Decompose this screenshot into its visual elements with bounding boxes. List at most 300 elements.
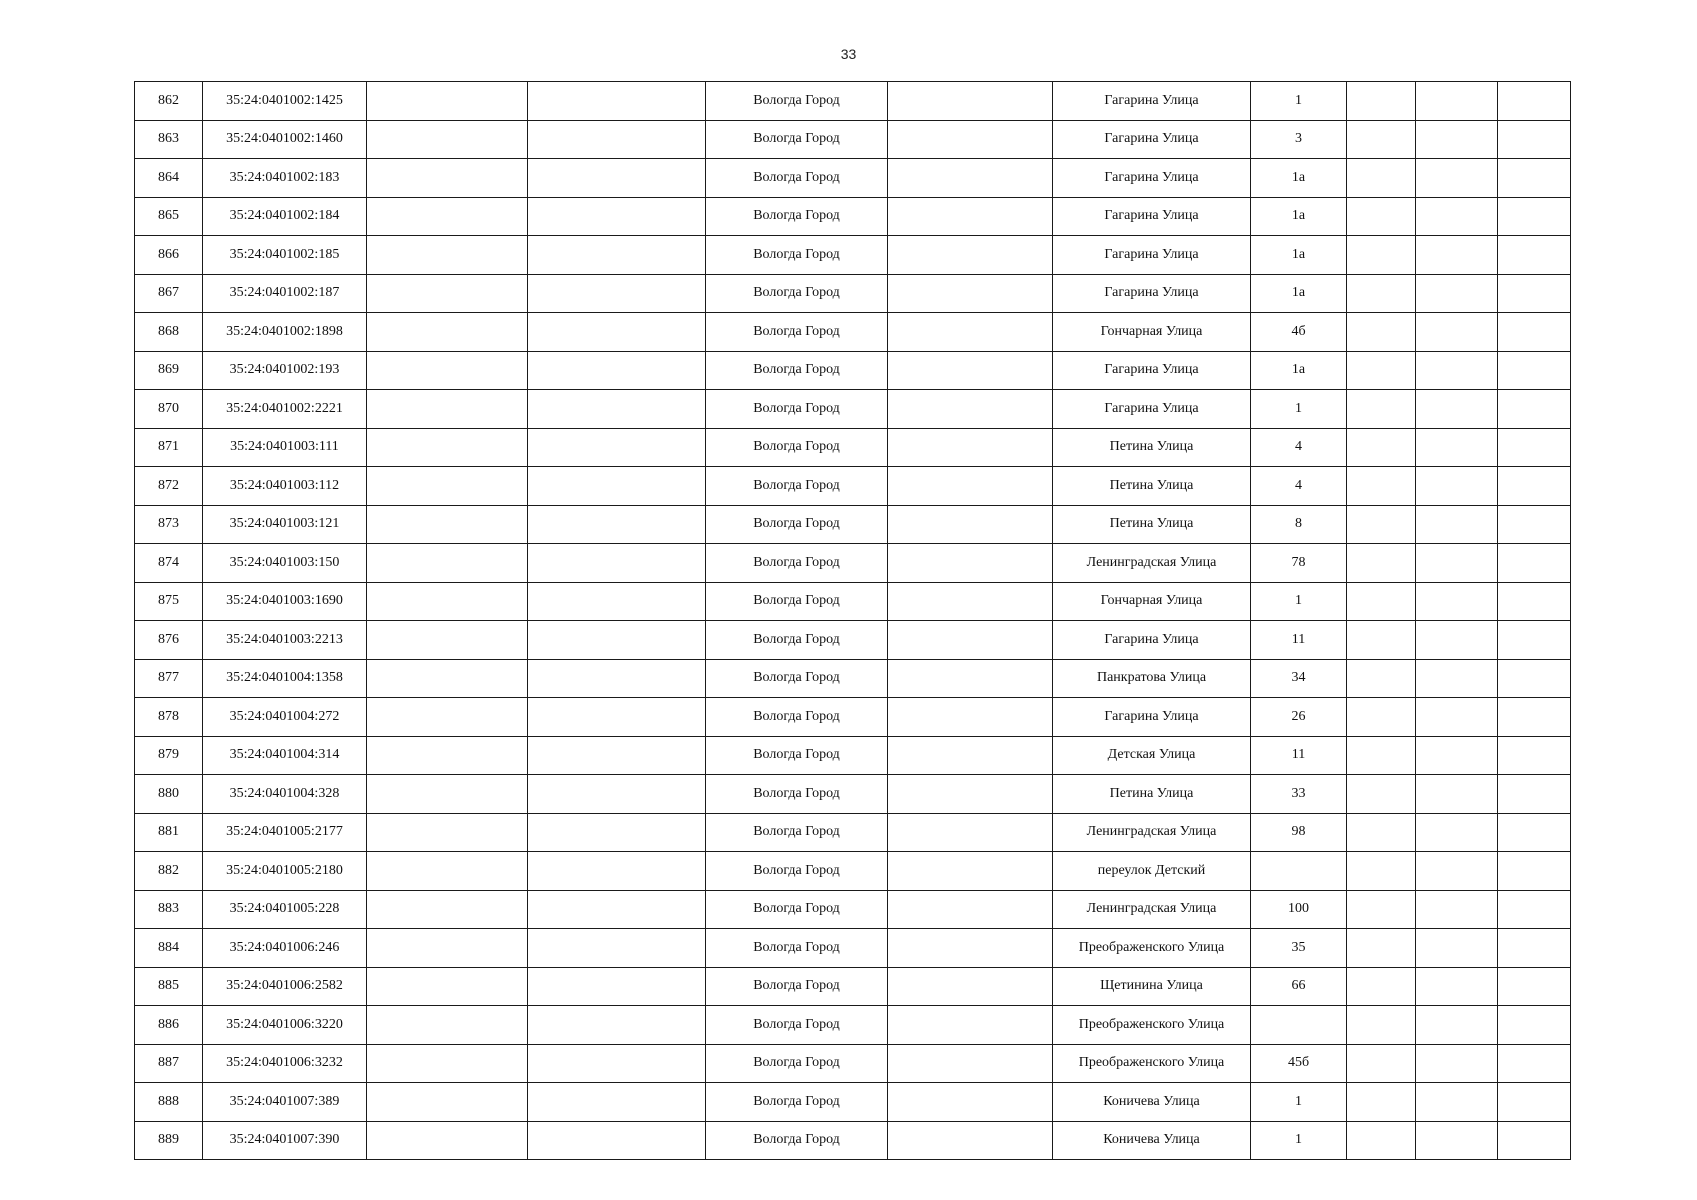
row-number-cell: 877 <box>135 659 203 698</box>
empty-cell <box>528 1121 706 1160</box>
empty-cell <box>1416 390 1498 429</box>
empty-cell <box>1347 313 1416 352</box>
empty-cell <box>528 929 706 968</box>
empty-cell <box>528 659 706 698</box>
house-number-cell: 1 <box>1251 582 1347 621</box>
empty-cell <box>888 813 1053 852</box>
empty-cell <box>1347 929 1416 968</box>
empty-cell <box>1416 351 1498 390</box>
empty-cell <box>1498 852 1571 891</box>
street-cell: Преображенского Улица <box>1053 1044 1251 1083</box>
empty-cell <box>1416 1121 1498 1160</box>
table-row <box>135 659 1571 698</box>
cadastral-number-cell: 35:24:0401004:1358 <box>203 659 367 698</box>
empty-cell <box>1416 467 1498 506</box>
house-number-cell: 66 <box>1251 967 1347 1006</box>
empty-cell <box>1347 621 1416 660</box>
empty-cell <box>1416 698 1498 737</box>
empty-cell <box>528 120 706 159</box>
empty-cell <box>888 544 1053 583</box>
row-number-cell: 865 <box>135 197 203 236</box>
empty-cell <box>1347 1083 1416 1122</box>
house-number-cell <box>1251 852 1347 891</box>
empty-cell <box>528 159 706 198</box>
row-number-cell: 878 <box>135 698 203 737</box>
street-cell: Коничева Улица <box>1053 1083 1251 1122</box>
empty-cell <box>888 659 1053 698</box>
empty-cell <box>1347 1044 1416 1083</box>
empty-cell <box>888 967 1053 1006</box>
row-number-cell: 879 <box>135 736 203 775</box>
empty-cell <box>367 82 528 121</box>
cadastral-number-cell: 35:24:0401002:183 <box>203 159 367 198</box>
table-row <box>135 582 1571 621</box>
street-cell: Петина Улица <box>1053 505 1251 544</box>
empty-cell <box>367 967 528 1006</box>
cadastral-number-cell: 35:24:0401003:1690 <box>203 582 367 621</box>
street-cell: Детская Улица <box>1053 736 1251 775</box>
empty-cell <box>1416 505 1498 544</box>
house-number-cell: 4 <box>1251 467 1347 506</box>
empty-cell <box>528 736 706 775</box>
cadastral-number-cell: 35:24:0401002:193 <box>203 351 367 390</box>
empty-cell <box>1498 467 1571 506</box>
city-cell: Вологда Город <box>706 467 888 506</box>
city-cell: Вологда Город <box>706 1121 888 1160</box>
empty-cell <box>1498 505 1571 544</box>
cadastral-number-cell: 35:24:0401002:2221 <box>203 390 367 429</box>
empty-cell <box>1416 775 1498 814</box>
empty-cell <box>1347 505 1416 544</box>
city-cell: Вологда Город <box>706 1083 888 1122</box>
empty-cell <box>367 467 528 506</box>
empty-cell <box>1498 698 1571 737</box>
city-cell: Вологда Город <box>706 736 888 775</box>
table-row <box>135 1083 1571 1122</box>
table-row <box>135 967 1571 1006</box>
cadastral-number-cell: 35:24:0401005:2177 <box>203 813 367 852</box>
empty-cell <box>1416 1044 1498 1083</box>
cadastral-number-cell: 35:24:0401004:328 <box>203 775 367 814</box>
street-cell: Преображенского Улица <box>1053 929 1251 968</box>
city-cell: Вологда Город <box>706 505 888 544</box>
table-row <box>135 852 1571 891</box>
empty-cell <box>888 890 1053 929</box>
empty-cell <box>1416 890 1498 929</box>
empty-cell <box>888 1044 1053 1083</box>
empty-cell <box>1347 120 1416 159</box>
house-number-cell: 11 <box>1251 621 1347 660</box>
empty-cell <box>367 852 528 891</box>
cadastral-number-cell: 35:24:0401007:389 <box>203 1083 367 1122</box>
empty-cell <box>367 236 528 275</box>
empty-cell <box>1347 852 1416 891</box>
row-number-cell: 863 <box>135 120 203 159</box>
city-cell: Вологда Город <box>706 890 888 929</box>
street-cell: Гагарина Улица <box>1053 82 1251 121</box>
empty-cell <box>1416 428 1498 467</box>
empty-cell <box>1347 159 1416 198</box>
house-number-cell: 78 <box>1251 544 1347 583</box>
city-cell: Вологда Город <box>706 351 888 390</box>
empty-cell <box>888 775 1053 814</box>
empty-cell <box>367 505 528 544</box>
empty-cell <box>1416 159 1498 198</box>
city-cell: Вологда Город <box>706 82 888 121</box>
empty-cell <box>528 428 706 467</box>
table-row <box>135 1006 1571 1045</box>
street-cell: Щетинина Улица <box>1053 967 1251 1006</box>
empty-cell <box>1347 428 1416 467</box>
empty-cell <box>1416 813 1498 852</box>
empty-cell <box>1498 351 1571 390</box>
row-number-cell: 884 <box>135 929 203 968</box>
cadastral-number-cell: 35:24:0401005:228 <box>203 890 367 929</box>
empty-cell <box>1498 544 1571 583</box>
street-cell: Гагарина Улица <box>1053 698 1251 737</box>
cadastral-number-cell: 35:24:0401002:1898 <box>203 313 367 352</box>
empty-cell <box>1498 929 1571 968</box>
empty-cell <box>888 505 1053 544</box>
empty-cell <box>888 1121 1053 1160</box>
empty-cell <box>888 390 1053 429</box>
empty-cell <box>888 313 1053 352</box>
table-row <box>135 1121 1571 1160</box>
table-row <box>135 1044 1571 1083</box>
city-cell: Вологда Город <box>706 698 888 737</box>
empty-cell <box>528 544 706 583</box>
city-cell: Вологда Город <box>706 159 888 198</box>
city-cell: Вологда Город <box>706 852 888 891</box>
table-row <box>135 197 1571 236</box>
empty-cell <box>367 659 528 698</box>
row-number-cell: 881 <box>135 813 203 852</box>
table-row <box>135 82 1571 121</box>
empty-cell <box>1347 82 1416 121</box>
row-number-cell: 876 <box>135 621 203 660</box>
empty-cell <box>367 890 528 929</box>
empty-cell <box>1347 813 1416 852</box>
empty-cell <box>367 390 528 429</box>
empty-cell <box>888 621 1053 660</box>
empty-cell <box>367 159 528 198</box>
house-number-cell: 26 <box>1251 698 1347 737</box>
street-cell: Гагарина Улица <box>1053 197 1251 236</box>
empty-cell <box>367 120 528 159</box>
table-row <box>135 813 1571 852</box>
empty-cell <box>367 1083 528 1122</box>
street-cell: Гагарина Улица <box>1053 120 1251 159</box>
empty-cell <box>1347 582 1416 621</box>
row-number-cell: 889 <box>135 1121 203 1160</box>
empty-cell <box>1347 197 1416 236</box>
page-number: 33 <box>840 46 857 62</box>
city-cell: Вологда Город <box>706 197 888 236</box>
row-number-cell: 887 <box>135 1044 203 1083</box>
house-number-cell: 1 <box>1251 390 1347 429</box>
empty-cell <box>1498 813 1571 852</box>
empty-cell <box>888 82 1053 121</box>
empty-cell <box>1498 736 1571 775</box>
cadastral-number-cell: 35:24:0401003:2213 <box>203 621 367 660</box>
empty-cell <box>888 428 1053 467</box>
empty-cell <box>888 698 1053 737</box>
empty-cell <box>1416 582 1498 621</box>
house-number-cell: 100 <box>1251 890 1347 929</box>
house-number-cell: 98 <box>1251 813 1347 852</box>
empty-cell <box>1347 274 1416 313</box>
table-row <box>135 621 1571 660</box>
empty-cell <box>1498 1044 1571 1083</box>
house-number-cell: 1 <box>1251 1083 1347 1122</box>
house-number-cell: 35 <box>1251 929 1347 968</box>
empty-cell <box>367 197 528 236</box>
empty-cell <box>1416 736 1498 775</box>
house-number-cell: 34 <box>1251 659 1347 698</box>
house-number-cell: 4б <box>1251 313 1347 352</box>
empty-cell <box>1416 659 1498 698</box>
house-number-cell: 1а <box>1251 236 1347 275</box>
table-row <box>135 929 1571 968</box>
empty-cell <box>1498 274 1571 313</box>
table-row <box>135 544 1571 583</box>
empty-cell <box>367 1006 528 1045</box>
house-number-cell: 8 <box>1251 505 1347 544</box>
empty-cell <box>1347 390 1416 429</box>
cadastral-number-cell: 35:24:0401006:2582 <box>203 967 367 1006</box>
table-row <box>135 698 1571 737</box>
empty-cell <box>528 351 706 390</box>
cadastral-number-cell: 35:24:0401002:1460 <box>203 120 367 159</box>
empty-cell <box>528 698 706 737</box>
table-row <box>135 120 1571 159</box>
house-number-cell: 3 <box>1251 120 1347 159</box>
empty-cell <box>1498 390 1571 429</box>
street-cell: переулок Детский <box>1053 852 1251 891</box>
table-row <box>135 775 1571 814</box>
empty-cell <box>1416 1083 1498 1122</box>
cadastral-number-cell: 35:24:0401002:185 <box>203 236 367 275</box>
empty-cell <box>528 890 706 929</box>
house-number-cell: 1 <box>1251 1121 1347 1160</box>
empty-cell <box>528 775 706 814</box>
empty-cell <box>888 852 1053 891</box>
registry-table <box>134 81 1571 1160</box>
street-cell: Петина Улица <box>1053 428 1251 467</box>
table-row <box>135 736 1571 775</box>
empty-cell <box>528 582 706 621</box>
cadastral-number-cell: 35:24:0401007:390 <box>203 1121 367 1160</box>
empty-cell <box>528 621 706 660</box>
empty-cell <box>1498 197 1571 236</box>
cadastral-number-cell: 35:24:0401002:187 <box>203 274 367 313</box>
empty-cell <box>1498 236 1571 275</box>
table-row <box>135 274 1571 313</box>
table-row <box>135 467 1571 506</box>
empty-cell <box>367 1044 528 1083</box>
empty-cell <box>888 236 1053 275</box>
empty-cell <box>888 159 1053 198</box>
empty-cell <box>1416 544 1498 583</box>
empty-cell <box>1347 1006 1416 1045</box>
empty-cell <box>1498 582 1571 621</box>
empty-cell <box>1416 929 1498 968</box>
empty-cell <box>1498 967 1571 1006</box>
empty-cell <box>367 582 528 621</box>
empty-cell <box>1347 659 1416 698</box>
empty-cell <box>1416 274 1498 313</box>
house-number-cell: 33 <box>1251 775 1347 814</box>
street-cell: Ленинградская Улица <box>1053 813 1251 852</box>
empty-cell <box>888 1006 1053 1045</box>
row-number-cell: 871 <box>135 428 203 467</box>
cadastral-number-cell: 35:24:0401002:184 <box>203 197 367 236</box>
empty-cell <box>367 274 528 313</box>
empty-cell <box>1347 544 1416 583</box>
empty-cell <box>888 467 1053 506</box>
empty-cell <box>1416 852 1498 891</box>
empty-cell <box>528 813 706 852</box>
empty-cell <box>367 929 528 968</box>
empty-cell <box>367 813 528 852</box>
empty-cell <box>367 544 528 583</box>
empty-cell <box>1498 313 1571 352</box>
empty-cell <box>367 621 528 660</box>
house-number-cell: 1а <box>1251 159 1347 198</box>
empty-cell <box>1498 775 1571 814</box>
empty-cell <box>888 736 1053 775</box>
empty-cell <box>1347 236 1416 275</box>
house-number-cell: 1 <box>1251 82 1347 121</box>
city-cell: Вологда Город <box>706 929 888 968</box>
house-number-cell: 1а <box>1251 197 1347 236</box>
row-number-cell: 886 <box>135 1006 203 1045</box>
street-cell: Гончарная Улица <box>1053 582 1251 621</box>
city-cell: Вологда Город <box>706 1006 888 1045</box>
street-cell: Ленинградская Улица <box>1053 890 1251 929</box>
empty-cell <box>888 274 1053 313</box>
cadastral-number-cell: 35:24:0401005:2180 <box>203 852 367 891</box>
empty-cell <box>1347 890 1416 929</box>
street-cell: Гагарина Улица <box>1053 621 1251 660</box>
row-number-cell: 867 <box>135 274 203 313</box>
table-row <box>135 390 1571 429</box>
empty-cell <box>528 236 706 275</box>
empty-cell <box>1416 967 1498 1006</box>
city-cell: Вологда Город <box>706 120 888 159</box>
empty-cell <box>1498 621 1571 660</box>
cadastral-number-cell: 35:24:0401003:112 <box>203 467 367 506</box>
row-number-cell: 875 <box>135 582 203 621</box>
street-cell: Гагарина Улица <box>1053 274 1251 313</box>
empty-cell <box>1416 621 1498 660</box>
city-cell: Вологда Город <box>706 313 888 352</box>
row-number-cell: 874 <box>135 544 203 583</box>
cadastral-number-cell: 35:24:0401003:150 <box>203 544 367 583</box>
empty-cell <box>1416 313 1498 352</box>
empty-cell <box>1498 159 1571 198</box>
city-cell: Вологда Город <box>706 621 888 660</box>
table-row <box>135 159 1571 198</box>
empty-cell <box>528 852 706 891</box>
house-number-cell: 1а <box>1251 351 1347 390</box>
empty-cell <box>1347 775 1416 814</box>
city-cell: Вологда Город <box>706 390 888 429</box>
empty-cell <box>528 1006 706 1045</box>
empty-cell <box>1498 659 1571 698</box>
cadastral-number-cell: 35:24:0401003:111 <box>203 428 367 467</box>
row-number-cell: 873 <box>135 505 203 544</box>
empty-cell <box>888 197 1053 236</box>
empty-cell <box>528 967 706 1006</box>
empty-cell <box>528 467 706 506</box>
city-cell: Вологда Город <box>706 582 888 621</box>
table-row <box>135 236 1571 275</box>
row-number-cell: 880 <box>135 775 203 814</box>
cadastral-number-cell: 35:24:0401006:3232 <box>203 1044 367 1083</box>
empty-cell <box>1498 120 1571 159</box>
row-number-cell: 888 <box>135 1083 203 1122</box>
empty-cell <box>1416 236 1498 275</box>
row-number-cell: 864 <box>135 159 203 198</box>
row-number-cell: 869 <box>135 351 203 390</box>
empty-cell <box>1416 120 1498 159</box>
city-cell: Вологда Город <box>706 1044 888 1083</box>
row-number-cell: 866 <box>135 236 203 275</box>
row-number-cell: 885 <box>135 967 203 1006</box>
empty-cell <box>528 1083 706 1122</box>
empty-cell <box>888 582 1053 621</box>
empty-cell <box>1498 1121 1571 1160</box>
street-cell: Петина Улица <box>1053 775 1251 814</box>
cadastral-number-cell: 35:24:0401006:246 <box>203 929 367 968</box>
registry-table-body <box>135 82 1571 1160</box>
cadastral-number-cell: 35:24:0401004:314 <box>203 736 367 775</box>
table-row <box>135 505 1571 544</box>
city-cell: Вологда Город <box>706 274 888 313</box>
city-cell: Вологда Город <box>706 659 888 698</box>
empty-cell <box>528 505 706 544</box>
city-cell: Вологда Город <box>706 813 888 852</box>
empty-cell <box>367 1121 528 1160</box>
empty-cell <box>1347 1121 1416 1160</box>
street-cell: Гагарина Улица <box>1053 159 1251 198</box>
empty-cell <box>367 698 528 737</box>
street-cell: Петина Улица <box>1053 467 1251 506</box>
cadastral-number-cell: 35:24:0401002:1425 <box>203 82 367 121</box>
empty-cell <box>1347 351 1416 390</box>
empty-cell <box>888 120 1053 159</box>
street-cell: Гагарина Улица <box>1053 390 1251 429</box>
empty-cell <box>888 929 1053 968</box>
empty-cell <box>528 82 706 121</box>
house-number-cell: 1а <box>1251 274 1347 313</box>
empty-cell <box>1498 428 1571 467</box>
city-cell: Вологда Город <box>706 236 888 275</box>
row-number-cell: 872 <box>135 467 203 506</box>
empty-cell <box>1416 82 1498 121</box>
row-number-cell: 882 <box>135 852 203 891</box>
house-number-cell: 11 <box>1251 736 1347 775</box>
city-cell: Вологда Город <box>706 775 888 814</box>
empty-cell <box>367 775 528 814</box>
street-cell: Коничева Улица <box>1053 1121 1251 1160</box>
row-number-cell: 883 <box>135 890 203 929</box>
empty-cell <box>1498 1006 1571 1045</box>
empty-cell <box>1347 467 1416 506</box>
empty-cell <box>367 351 528 390</box>
cadastral-number-cell: 35:24:0401006:3220 <box>203 1006 367 1045</box>
